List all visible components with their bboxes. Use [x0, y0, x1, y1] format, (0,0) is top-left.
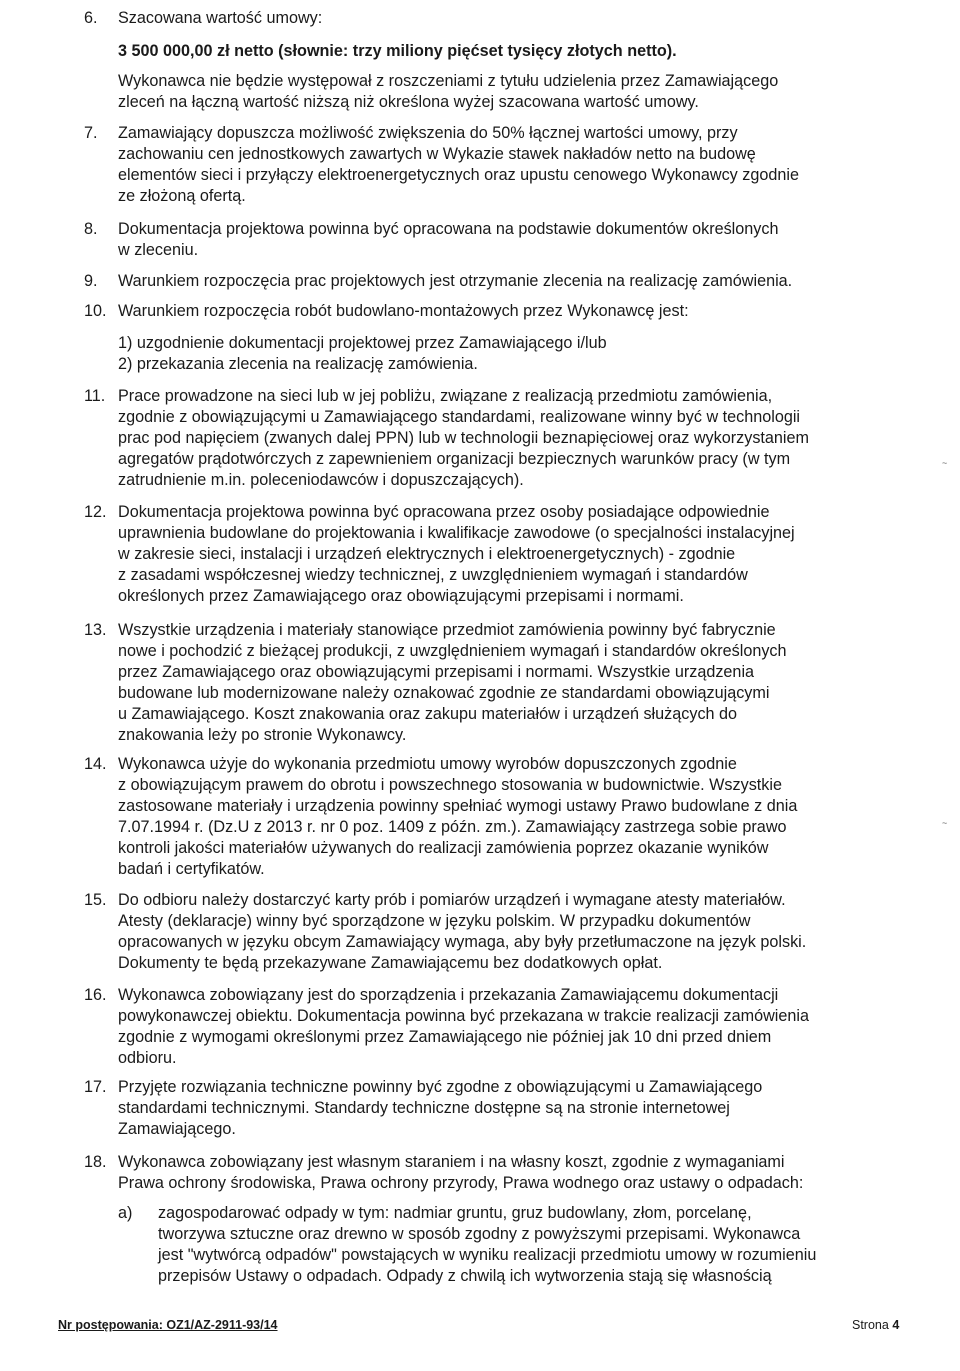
page-number: 4: [892, 1318, 900, 1332]
page-label: Strona: [852, 1318, 889, 1332]
item-15: [84, 890, 908, 974]
item-number: 15.: [84, 891, 107, 909]
item-line: budowane lub modernizowane należy oznakować zgodnie ze standardami obowiązującymi: [118, 684, 770, 702]
item-line: zastosowane materiały i urządzenia powinny spełniać wymogi ustawy Prawo budowlane z dnia: [118, 797, 798, 815]
item-line: kontroli jakości materiałów używanych do realizacji zamówienia poprzez okazanie wyników: [118, 839, 769, 857]
sub-item: 1) uzgodnienie dokumentacji projektowej przez Zamawiającego i/lub: [118, 334, 607, 352]
item-17: [84, 1077, 908, 1140]
item-line: Atesty (deklaracje) winny być sporządzone w języku polskim. W przypadku dokumentów: [118, 912, 751, 930]
item-7: [84, 123, 908, 207]
item-line: z obowiązującym prawem do obrotu i powszechnego stosowania w budownictwie. Wszystkie: [118, 776, 782, 794]
item-line: z zasadami współczesnej wiedzy technicznej, z uwzględnieniem wymagań i standardów: [118, 566, 748, 584]
contract-amount: 3 500 000,00 zł netto (słownie: trzy miliony pięćset tysięcy złotych netto).: [118, 42, 677, 60]
footer-reference: Nr postępowania: OZ1/AZ-2911-93/14: [58, 1318, 278, 1332]
item-line: Przyjęte rozwiązania techniczne powinny być zgodne z obowiązującymi u Zamawiającego: [118, 1078, 763, 1096]
item-line: Dokumentacja projektowa powinna być opracowana na podstawie dokumentów określonych: [118, 220, 779, 238]
item-line: w zakresie sieci, instalacji i urządzeń elektrycznych i elektroenergetycznych) - zgodnie: [118, 545, 736, 563]
item-9: [84, 271, 908, 292]
item-number: 7.: [84, 124, 98, 142]
item-line: zgodnie z obowiązującymi u Zamawiającego standardami, realizowane winny być w technologii: [118, 408, 801, 426]
sub-item-line: jest "wytwórcą odpadów" powstających w wyniku realizacji przedmiotu umowy w rozumieniu: [158, 1246, 817, 1264]
item-16: [84, 985, 908, 1069]
item-line: Wykonawca zobowiązany jest do sporządzenia i przekazania Zamawiającemu dokumentacji: [118, 986, 779, 1004]
item-number: 11.: [84, 387, 106, 405]
item-number: 8.: [84, 220, 98, 238]
item-11: [84, 386, 908, 491]
item-line: u Zamawiającego. Koszt znakowania oraz zakupu materiałów i urządzeń służących do: [118, 705, 738, 723]
sub-item-line: tworzywa sztuczne oraz drewno w sposób zgodny z powyższymi przepisami. Wykonawca: [158, 1225, 801, 1243]
item-line: agregatów prądotwórczych z zapewnieniem organizacji bezpiecznych warunków pracy (w tym: [118, 450, 791, 468]
item-number: 13.: [84, 621, 107, 639]
item-line: opracowanych w języku obcym Zamawiający wymaga, aby były przetłumaczone na język polski.: [118, 933, 807, 951]
item-line: 7.07.1994 r. (Dz.U z 2013 r. nr 0 poz. 1409 z późn. zm.). Zamawiający zastrzega sobie prawo: [118, 818, 787, 836]
item-number: 18.: [84, 1153, 107, 1171]
item-number: 14.: [84, 755, 107, 773]
item-number: 6.: [84, 9, 98, 27]
item-line: zleceń na łączną wartość niższą niż określona wyżej szacowana wartość umowy.: [118, 93, 699, 111]
item-number: 16.: [84, 986, 107, 1004]
item-number: 12.: [84, 503, 107, 521]
item-line: badań i certyfikatów.: [118, 860, 265, 878]
item-line: standardami technicznymi. Standardy techniczne dostępne są na stronie internetowej: [118, 1099, 730, 1117]
sub-item: 2) przekazania zlecenia na realizację zamówienia.: [118, 355, 478, 373]
item-line: w zleceniu.: [118, 241, 199, 259]
item-line: Dokumenty te będą przekazywane Zamawiającemu bez dodatkowych opłat.: [118, 954, 663, 972]
item-line: nowe i pochodzić z bieżącej produkcji, z uwzględnieniem wymagań i standardów określonych: [118, 642, 787, 660]
item-12: [84, 502, 908, 607]
item-line: powykonawczej obiektu. Dokumentacja powinna być przekazana w trakcie realizacji zamówienia: [118, 1007, 810, 1025]
item-line: Wykonawca zobowiązany jest własnym staraniem i na własny koszt, zgodnie z wymaganiami: [118, 1153, 785, 1171]
item-line: odbioru.: [118, 1049, 177, 1067]
item-18: [84, 1152, 908, 1194]
margin-mark: ~: [942, 458, 948, 468]
item-line: przez Zamawiającego oraz obowiązującymi przepisami i normami. Wszystkie urządzenia: [118, 663, 755, 681]
item-line: ze złożoną ofertą.: [118, 187, 246, 205]
item-line: prac pod napięciem (zwanych dalej PPN) lub w technologii beznapięciowej oraz wykorzystaniem: [118, 429, 810, 447]
item-line: Wszystkie urządzenia i materiały stanowiące przedmiot zamówienia powinny być fabrycznie: [118, 621, 776, 639]
margin-mark: ~: [942, 818, 948, 828]
item-line: Wykonawca użyje do wykonania przedmiotu umowy wyrobów dopuszczonych zgodnie: [118, 755, 737, 773]
item-10: [84, 301, 908, 375]
item-line: Prawa ochrony środowiska, Prawa ochrony przyrody, Prawa wodnego oraz ustawy o odpadach:: [118, 1174, 804, 1192]
sub-item-line: przepisów Ustawy o odpadach. Odpady z chwilą ich wytworzenia stają się własnością: [158, 1267, 772, 1285]
item-line: Prace prowadzone na sieci lub w jej pobliżu, związane z realizacją przedmiotu zamówienia,: [118, 387, 773, 405]
item-line: Zamawiającego.: [118, 1120, 236, 1138]
item-18-sub-a: [118, 1203, 908, 1287]
item-line: znakowania leży po stronie Wykonawcy.: [118, 726, 407, 744]
item-14: [84, 754, 908, 880]
item-line: zachowaniu cen jednostkowych zawartych w Wykazie stawek nakładów netto na budowę: [118, 145, 756, 163]
item-number: 17.: [84, 1078, 107, 1096]
item-line: elementów sieci i przyłączy elektroenergetycznych oraz upustu cenowego Wykonawcy zgodnie: [118, 166, 799, 184]
item-line: Do odbioru należy dostarczyć karty prób i pomiarów urządzeń i wymagane atesty materiałów.: [118, 891, 786, 909]
item-line: Warunkiem rozpoczęcia prac projektowych jest otrzymanie zlecenia na realizację zamówienia.: [118, 272, 793, 290]
item-line: zatrudnienie m.in. poleceniodawców i dopuszczających).: [118, 471, 524, 489]
item-8: [84, 219, 908, 261]
item-line: zgodnie z wymogami określonymi przez Zamawiającego nie później jak 10 dni przed dniem: [118, 1028, 772, 1046]
item-13: [84, 620, 908, 746]
sub-item-line: zagospodarować odpady w tym: nadmiar gruntu, gruz budowlany, złom, porcelanę,: [158, 1204, 752, 1222]
item-line: Warunkiem rozpoczęcia robót budowlano-montażowych przez Wykonawcę jest:: [118, 302, 689, 320]
item-line: uprawnienia budowlane do projektowania i kwalifikacje zawodowe (o specjalności instalacyjnej: [118, 524, 795, 542]
item-number: 9.: [84, 272, 98, 290]
item-6: [84, 8, 908, 113]
item-line: określonych przez Zamawiającego oraz obowiązującymi przepisami i normami.: [118, 587, 684, 605]
item-number: 10.: [84, 302, 107, 320]
footer-page: [852, 1318, 899, 1332]
item-line: Dokumentacja projektowa powinna być opracowana przez osoby posiadające odpowiednie: [118, 503, 770, 521]
item-line: Zamawiający dopuszcza możliwość zwiększenia do 50% łącznej wartości umowy, przy: [118, 124, 738, 142]
item-heading: Szacowana wartość umowy:: [118, 9, 323, 27]
sub-item-label: a): [118, 1204, 133, 1222]
item-line: Wykonawca nie będzie występował z roszczeniami z tytułu udzielenia przez Zamawiającego: [118, 72, 779, 90]
